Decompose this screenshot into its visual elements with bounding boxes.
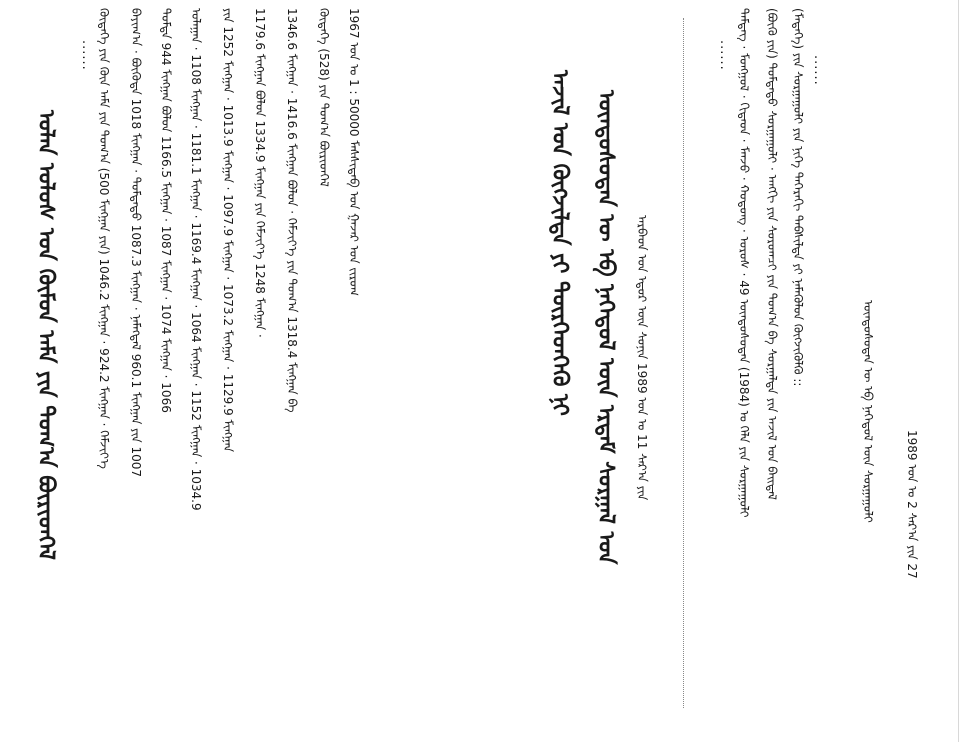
right-article-line-1: ᠲᠡᠮᠳᠡᠭ᠌ · ᠮᠣᠩᠭᠣᠯ · ᠬᠢᠲᠠᠳ · ᠮᠠᠨᠵᠤ · ᠬᠣᠲᠣᠩ · ᠣᠷᠣᠰ · 49 ᠦᠨᠳᠦᠰᠦᠲᠡᠨ (1984) ᠤ ᠬᠡᠯᠡ ᠶᠢᠨ ᠰᠤᠷᠭᠠᠭᠤᠯᠢ <box>737 8 751 518</box>
left-body-line-5: ᠶᠢᠨ 1252 ᠮᠢᠩᠭ᠋ᠠᠨ · 1013.9 ᠮᠢᠩᠭ᠋ᠠᠨ · 1097.9 ᠮᠢᠩᠭ᠋ᠠᠨ · 1073.2 ᠮᠢᠩᠭ᠋ᠠᠨ · 1129.9 ᠮᠢᠩᠭ᠋ᠠᠨ <box>221 8 235 453</box>
left-body-line-6: 1179.6 ᠮᠢᠩᠭ᠋ᠠᠨ ᠪᠣᠯᠤᠨ 1334.9 ᠮᠢᠩᠭ᠋ᠠᠨ ᠶᠢᠨ ᠬᠡᠮᠵᠢᠶ᠎ᠡ 1248 ᠮᠢᠩᠭ᠋ᠠᠨ · <box>253 8 267 338</box>
right-article-kicker: ᠦᠨᠳᠦᠰᠦᠲᠡᠨ ᠦ ᠡᠪ ᠨᠡᠭᠡᠳᠦᠯ ᠦᠨ ᠰᠤᠷᠭᠠᠭᠤᠯᠢ <box>861 300 875 523</box>
left-article-ellipsis: ...... <box>79 40 94 71</box>
left-body-line-9: 1967 ᠣᠨ ᠤ 1 : 50000 ᠮᠠᠰᠰᠢᠲᠠᠪ ᠤᠨ ᠭᠠᠵᠠᠷ ᠤᠨ ᠵᠢᠷᠤᠭ <box>347 8 361 296</box>
left-body-line-4: ᠤᠯᠠᠭᠠᠨ · 1108 ᠮᠢᠩᠭ᠋ᠠᠨ · 1181.1 ᠮᠢᠩᠭ᠋ᠠᠨ · 1169.4 ᠮᠢᠩᠭ᠋ᠠᠨ · 1064 ᠮᠢᠩᠭ᠋ᠠᠨ · 1152 ᠮᠢᠩᠭ᠋ᠠᠨ · 1034.9 <box>189 8 203 511</box>
left-body-line-2: ᠪᠠᠶᠢᠭ᠎ᠠ · ᠪᠦᠭᠦᠳᠡ 1018 ᠮᠢᠩᠭ᠋ᠠᠨ · ᠳᠤᠮᠳᠠᠳᠤ 1087.3 ᠮᠢᠩᠭ᠋ᠠᠨ · ᠨᠡᠮᠡᠭᠳᠡᠯ 960.1 ᠮᠢᠩᠭ᠋ᠠᠨ ᠶᠢᠨ 1007 <box>129 8 143 478</box>
left-body-line-7: 1346.6 ᠮᠢᠩᠭ᠋ᠠᠨ · 1416.6 ᠮᠢᠩᠭ᠋ᠠᠨ ᠪᠣᠯᠤᠨ · ᠬᠡᠮᠵᠢᠶ᠎ᠡ ᠶᠢᠨ ᠲᠣᠭ᠎ᠠ 1318.4 ᠮᠢᠩᠭ᠋ᠠᠨ ᠪᠠ <box>285 8 299 413</box>
center-headline-line-1: ᠦᠨᠳᠦᠰᠦᠲᠡᠨ ᠦ ᠡᠪ ᠨᠡᠭᠡᠳᠦᠯ ᠦᠨ ᠡᠷᠳᠡᠮ ᠰᠤᠷᠭᠠᠯ ᠤᠨ <box>593 90 618 565</box>
issue-date-line: 1989 ᠣᠨ ᠤ 2 ᠰᠠᠷ᠎ᠠ ᠶᠢᠨ 27 <box>905 430 919 579</box>
right-article-ellipsis-bottom: ...... <box>717 40 732 71</box>
scan-edge-line <box>958 0 959 742</box>
left-body-line-3: ᠳᠤᠮᠳᠠ 944 ᠮᠢᠩᠭ᠋ᠠᠨ ᠪᠣᠯᠤᠨ 1166.5 ᠮᠢᠩᠭ᠋ᠠᠨ · 1087 ᠮᠢᠩᠭ᠋ᠠᠨ · 1074 ᠮᠢᠩᠭ᠋ᠠᠨ · 1066 <box>159 8 173 413</box>
center-dateline: ᠠᠷᠪᠠᠳ ᠤᠨ ᠡᠳᠦᠷ ᠦᠨ ᠰᠣᠨᠢᠨ 1989 ᠣᠨ ᠤ 11 ᠰᠠᠷ᠎ᠠ ᠶᠢᠨ <box>635 215 649 501</box>
center-headline-line-2: ᠠᠵᠢᠯ ᠤᠨ ᠬᠥᠭᠵᠢᠯᠲᠡ ᠶᠢ ᠲᠦᠷᠭᠡᠳᠬᠡᠬᠦ ᠨᠢ <box>547 70 572 416</box>
right-article-ellipsis-top: ...... <box>811 55 826 86</box>
left-body-line-8: ᠬᠥᠳᠡᠭᠡ (528) ᠶᠢᠨ ᠲᠣᠭ᠎ᠠ ᠪᠦᠷᠢᠳᠬᠡᠯ <box>317 8 331 187</box>
left-article-headline: ᠣᠯᠠᠨ ᠤᠯᠤᠰ ᠤᠨ ᠬᠦᠮᠦᠨ ᠠᠮᠠ ᠶᠢᠨ ᠲᠣᠭ᠎ᠠ ᠪᠦᠷᠢᠳᠬᠡᠯ <box>33 110 58 560</box>
right-article-line-3: (ᠮᠡᠳᠡᠭᠡ) ᠶᠢᠨ ᠰᠤᠷᠭᠠᠭᠤᠯᠢ ᠶᠢᠨ ᠨᠢᠭᠡ ᠳᠡᠭᠡᠷᠡᠬᠢ ᠳᠡᠪᠰᠢᠯᠲᠡ ᠶᠢ ᠨᠡᠮᠡᠭᠦᠯᠦᠨ ᠬᠥᠭᠵᠢᠭᠦᠯᠬᠦ :: <box>791 8 805 387</box>
left-body-line-1: ᠬᠥᠳᠡᠭᠡ ᠶᠢᠨ ᠬᠦᠨ ᠠᠮᠠ ᠶᠢᠨ ᠲᠣᠭ᠎ᠠ (500 ᠮᠢᠩᠭ᠋ᠠᠨ ᠶᠢᠨ) 1046.2 ᠮᠢᠩᠭ᠋ᠠᠨ · 924.2 ᠮᠢᠩᠭ᠋ᠠᠨ · ᠬᠡᠮᠵᠢᠶ᠎ᠡ <box>97 8 111 469</box>
right-article-line-2: (ᠪᠦᠬᠦ ᠶᠢᠨ) ᠳᠤᠮᠳᠠᠳᠤ ᠰᠤᠷᠭᠠᠭᠤᠯᠢ · ᠠᠩᠭᠢ ᠶᠢᠨ ᠰᠤᠷᠤᠭᠴᠢ ᠶᠢᠨ ᠲᠣᠭ᠎ᠠ ᠪᠠ ᠰᠤᠷᠭᠠᠯᠲᠠ ᠶᠢᠨ ᠠᠵᠢᠯ ᠤᠨ ᠪᠠᠢᠳᠠᠯ <box>765 8 779 500</box>
column-divider <box>683 18 684 708</box>
